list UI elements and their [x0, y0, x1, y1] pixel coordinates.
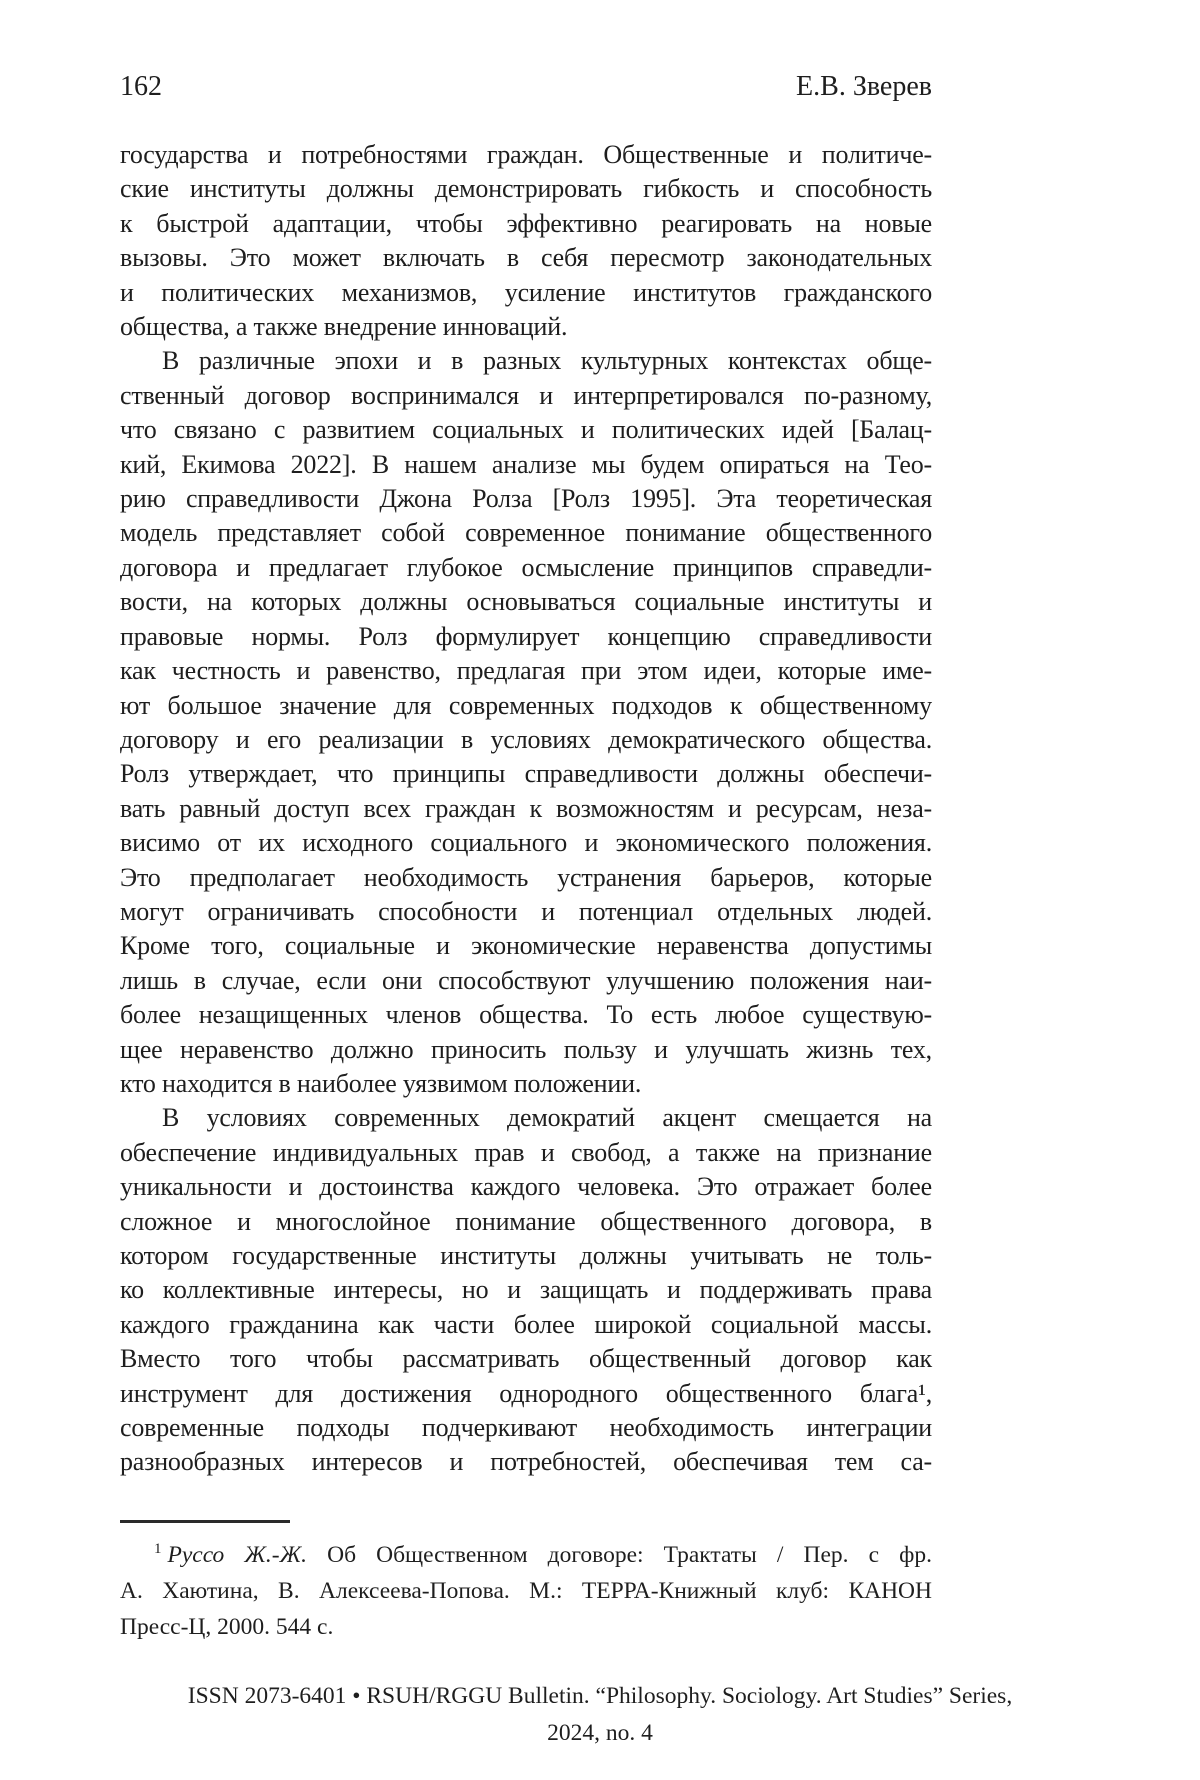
body-line: лишь в случае, если они способствуют улучшению положения наи-	[120, 965, 932, 995]
issue-line: 2024, no. 4	[547, 1720, 653, 1746]
footnote-line-3: Пресс-Ц, 2000. 544 с.	[120, 1613, 334, 1640]
body-line: вости, на которых должны основываться социальные институты и	[120, 587, 932, 617]
body-line: ко коллективные интересы, но и защищать и поддерживать права	[120, 1275, 932, 1305]
page-content	[120, 72, 932, 1645]
body-line: кто находится в наиболее уязвимом положении.	[120, 1068, 642, 1098]
body-line: В различные эпохи и в разных культурных контекстах обще-	[162, 346, 932, 376]
running-head-author: Е.В. Зверев	[796, 71, 932, 102]
body-line: государства и потребностями граждан. Общественные и политиче-	[120, 140, 932, 169]
footnote-marker: 1	[154, 1541, 162, 1558]
body-line: общества, а также внедрение инноваций.	[120, 312, 568, 342]
body-line: Кроме того, социальные и экономические неравенства допустимы	[120, 931, 932, 961]
footnote-section	[120, 1520, 932, 1645]
body-line: и политических механизмов, усиление институтов гражданского	[120, 277, 932, 307]
body-line: Это предполагает необходимость устранения барьеров, которые	[120, 862, 932, 892]
journal-issn-line: ISSN 2073-6401 • RSUH/RGGU Bulletin. “Philosophy. Sociology. Art Studies” Series,	[187, 1683, 1013, 1709]
body-line: инструмент для достижения однородного общественного блага¹,	[120, 1378, 932, 1408]
body-line: договору и его реализации в условиях демократического общества.	[120, 724, 932, 754]
body-line: каждого гражданина как части более широкой социальной массы.	[120, 1309, 932, 1339]
body-line: обеспечение индивидуальных прав и свобод, а также на признание	[120, 1137, 932, 1167]
body-line: уникальности и достоинства каждого человека. Это отражает более	[120, 1172, 932, 1202]
body-line: более незащищенных членов общества. То есть любое существую-	[120, 1000, 932, 1030]
body-line: В условиях современных демократий акцент смещается на	[162, 1103, 932, 1133]
body-line: щее неравенство должно приносить пользу и улучшать жизнь тех,	[120, 1034, 932, 1064]
article-body	[120, 138, 932, 1480]
body-line: разнообразных интересов и потребностей, обеспечивая тем са-	[120, 1447, 932, 1477]
body-line: ские институты должны демонстрировать гибкость и способность	[120, 174, 932, 204]
page-number: 162	[120, 71, 162, 102]
body-line: к быстрой адаптации, чтобы эффективно реагировать на новые	[120, 208, 932, 238]
footnote-line-1	[120, 1537, 932, 1573]
body-line: вать равный доступ всех граждан к возможностям и ресурсам, неза-	[120, 793, 932, 823]
page-footer	[0, 1678, 1200, 1752]
body-line: Вместо того чтобы рассматривать общественный договор как	[120, 1344, 932, 1374]
body-line: котором государственные институты должны учитывать не толь-	[120, 1241, 932, 1270]
footnote-separator-rule	[120, 1520, 290, 1523]
body-line: могут ограничивать способности и потенциал отдельных людей.	[120, 896, 932, 926]
body-line: кий, Екимова 2022]. В нашем анализе мы будем опираться на Тео-	[120, 449, 932, 479]
body-line: сложное и многослойное понимание общественного договора, в	[120, 1206, 932, 1236]
body-line: Ролз утверждает, что принципы справедливости должны обеспечи-	[120, 759, 932, 789]
body-line: вызовы. Это может включать в себя пересмотр законодательных	[120, 243, 932, 273]
footnote-author: Руссо Ж.-Ж.	[167, 1541, 308, 1568]
body-line: висимо от их исходного социального и экономического положения.	[120, 828, 932, 858]
body-line: ют большое значение для современных подходов к общественному	[120, 690, 932, 720]
body-line: современные подходы подчеркивают необходимость интеграции	[120, 1413, 932, 1443]
body-line: правовые нормы. Ролз формулирует концепцию справедливости	[120, 621, 932, 651]
footnote-text-rest: Об Общественном договоре: Трактаты / Пер. с фр.	[327, 1541, 933, 1568]
page-header	[120, 72, 932, 102]
body-line: договора и предлагает глубокое осмысление принципов справедли-	[120, 552, 932, 582]
body-line: что связано с развитием социальных и политических идей [Балац-	[120, 415, 932, 445]
body-line: модель представляет собой современное понимание общественного	[120, 518, 932, 548]
footnote-line-2: А. Хаютина, В. Алексеева-Попова. М.: ТЕРРА-Книжный клуб: КАНОН	[120, 1577, 932, 1604]
body-line: рию справедливости Джона Ролза [Ролз 1995]. Эта теоретическая	[120, 484, 932, 514]
body-line: как честность и равенство, предлагая при этом идеи, которые име-	[120, 656, 932, 686]
body-line: ственный договор воспринимался и интерпретировался по-разному,	[120, 380, 932, 410]
